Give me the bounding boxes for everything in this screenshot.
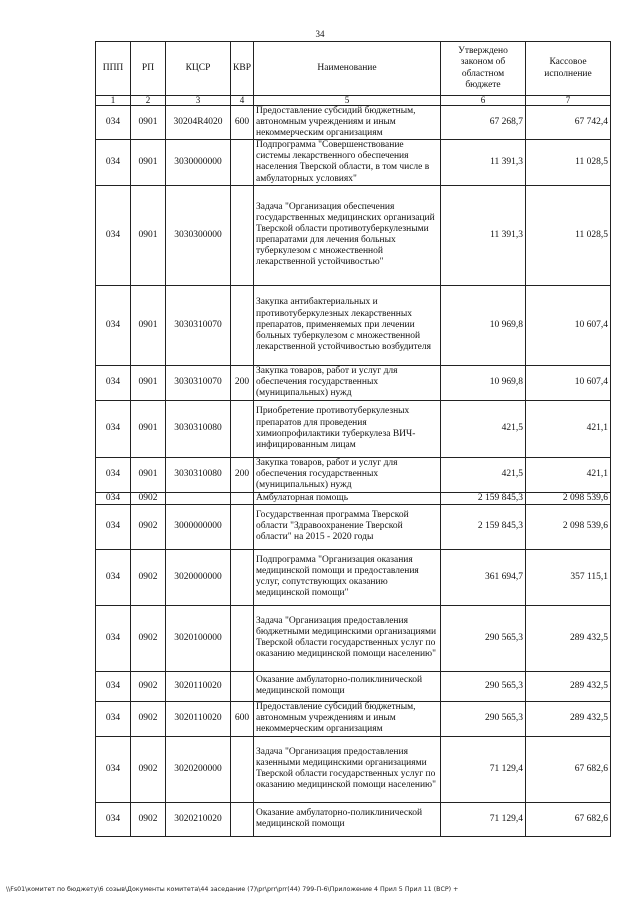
cell-kvr: 200 bbox=[231, 365, 254, 400]
cell-ppp: 034 bbox=[96, 492, 131, 504]
cell-executed: 421,1 bbox=[526, 457, 611, 492]
cell-ppp: 034 bbox=[96, 549, 131, 605]
cell-kcsr: 3020000000 bbox=[166, 549, 231, 605]
cell-kcsr: 3030310070 bbox=[166, 365, 231, 400]
cell-name: Задача "Организация обеспечения государственных медицинских организаций Тверской области противотуберкулезными препаратами для лечения больных туберкулезом с множественной лекарственной устойчивостью" bbox=[254, 185, 441, 285]
cell-kcsr: 3020210020 bbox=[166, 802, 231, 836]
cell-ppp: 034 bbox=[96, 140, 131, 185]
header-ppp: ППП bbox=[96, 42, 131, 96]
cell-executed: 421,1 bbox=[526, 400, 611, 457]
cell-rp: 0902 bbox=[131, 504, 166, 549]
cell-approved: 290 565,3 bbox=[441, 605, 526, 671]
cell-approved: 11 391,3 bbox=[441, 185, 526, 285]
cell-rp: 0901 bbox=[131, 400, 166, 457]
cell-rp: 0902 bbox=[131, 701, 166, 736]
table-row bbox=[96, 492, 611, 504]
cell-name: Оказание амбулаторно-поликлинической медицинской помощи bbox=[254, 671, 441, 701]
cell-name: Задача "Организация предоставления бюджетными медицинскими организациями Тверской области государственных услуг по оказанию медицинской помощи населению" bbox=[254, 605, 441, 671]
cell-ppp: 034 bbox=[96, 605, 131, 671]
cell-rp: 0901 bbox=[131, 457, 166, 492]
table-row bbox=[96, 701, 611, 736]
cell-name: Подпрограмма "Организация оказания медицинской помощи и предоставления услуг, сопутствующих оказанию медицинской помощи" bbox=[254, 549, 441, 605]
cell-name: Закупка антибактериальных и противотуберкулезных лекарственных препаратов, применяемых при лечении больных туберкулезом с множественной лекарственной устойчивостью возбудителя bbox=[254, 285, 441, 365]
cell-ppp: 034 bbox=[96, 671, 131, 701]
table-row bbox=[96, 802, 611, 836]
table-row bbox=[96, 285, 611, 365]
budget-table bbox=[95, 41, 611, 837]
table-row bbox=[96, 365, 611, 400]
cell-approved: 10 969,8 bbox=[441, 285, 526, 365]
cell-kvr bbox=[231, 185, 254, 285]
cell-ppp: 034 bbox=[96, 504, 131, 549]
cell-kvr bbox=[231, 140, 254, 185]
cell-executed: 2 098 539,6 bbox=[526, 504, 611, 549]
cell-name: Предоставление субсидий бюджетным, автономным учреждениям и иным некоммерческим организациям bbox=[254, 106, 441, 140]
cell-kvr: 600 bbox=[231, 701, 254, 736]
page-number: 34 bbox=[315, 29, 325, 39]
cell-ppp: 034 bbox=[96, 802, 131, 836]
cell-rp: 0901 bbox=[131, 185, 166, 285]
cell-kvr bbox=[231, 285, 254, 365]
cell-executed: 10 607,4 bbox=[526, 365, 611, 400]
cell-rp: 0901 bbox=[131, 140, 166, 185]
table-row bbox=[96, 736, 611, 802]
cell-name: Оказание амбулаторно-поликлинической медицинской помощи bbox=[254, 802, 441, 836]
cell-name: Амбулаторная помощь bbox=[254, 492, 441, 504]
cell-name: Закупка товаров, работ и услуг для обеспечения государственных (муниципальных) нужд bbox=[254, 457, 441, 492]
cell-name: Закупка товаров, работ и услуг для обеспечения государственных (муниципальных) нужд bbox=[254, 365, 441, 400]
cell-ppp: 034 bbox=[96, 285, 131, 365]
table-row bbox=[96, 671, 611, 701]
cell-approved: 10 969,8 bbox=[441, 365, 526, 400]
header-kvr: КВР bbox=[231, 42, 254, 96]
cell-rp: 0902 bbox=[131, 605, 166, 671]
header-executed: Кассовое исполнение bbox=[526, 42, 611, 96]
column-number: 1 bbox=[96, 96, 131, 106]
cell-kcsr: 3020110020 bbox=[166, 671, 231, 701]
cell-executed: 289 432,5 bbox=[526, 701, 611, 736]
column-number: 3 bbox=[166, 96, 231, 106]
cell-ppp: 034 bbox=[96, 736, 131, 802]
column-number: 7 bbox=[526, 96, 611, 106]
table-header-row bbox=[96, 42, 611, 96]
cell-name: Задача "Организация предоставления казенными медицинскими организациями Тверской области государственных услуг по оказанию медицинской помощи населению" bbox=[254, 736, 441, 802]
cell-kvr bbox=[231, 605, 254, 671]
cell-kvr bbox=[231, 802, 254, 836]
header-name: Наименование bbox=[254, 42, 441, 96]
cell-approved: 290 565,3 bbox=[441, 701, 526, 736]
cell-kcsr: 3030000000 bbox=[166, 140, 231, 185]
cell-kcsr: 3000000000 bbox=[166, 504, 231, 549]
cell-approved: 2 159 845,3 bbox=[441, 492, 526, 504]
cell-kvr: 200 bbox=[231, 457, 254, 492]
cell-kvr bbox=[231, 671, 254, 701]
cell-approved: 71 129,4 bbox=[441, 802, 526, 836]
cell-kcsr: 3030310080 bbox=[166, 457, 231, 492]
cell-kvr bbox=[231, 736, 254, 802]
cell-rp: 0902 bbox=[131, 802, 166, 836]
cell-kvr: 600 bbox=[231, 106, 254, 140]
cell-executed: 2 098 539,6 bbox=[526, 492, 611, 504]
cell-executed: 289 432,5 bbox=[526, 605, 611, 671]
cell-approved: 421,5 bbox=[441, 457, 526, 492]
cell-rp: 0901 bbox=[131, 365, 166, 400]
cell-ppp: 034 bbox=[96, 185, 131, 285]
table-row bbox=[96, 106, 611, 140]
cell-executed: 67 742,4 bbox=[526, 106, 611, 140]
cell-name: Приобретение противотуберкулезных препаратов для проведения химиопрофилактики туберкулеза ВИЧ-инфицированным лицам bbox=[254, 400, 441, 457]
cell-ppp: 034 bbox=[96, 365, 131, 400]
column-number: 5 bbox=[254, 96, 441, 106]
table-row bbox=[96, 457, 611, 492]
cell-rp: 0901 bbox=[131, 285, 166, 365]
header-rp: РП bbox=[131, 42, 166, 96]
cell-kcsr: 3030310080 bbox=[166, 400, 231, 457]
cell-kcsr bbox=[166, 492, 231, 504]
column-number: 2 bbox=[131, 96, 166, 106]
cell-name: Подпрограмма "Совершенствование системы лекарственного обеспечения населения Тверской области, в том числе в амбулаторных условиях" bbox=[254, 140, 441, 185]
table-row bbox=[96, 400, 611, 457]
cell-executed: 11 028,5 bbox=[526, 140, 611, 185]
cell-approved: 361 694,7 bbox=[441, 549, 526, 605]
cell-approved: 421,5 bbox=[441, 400, 526, 457]
column-number: 4 bbox=[231, 96, 254, 106]
cell-approved: 2 159 845,3 bbox=[441, 504, 526, 549]
cell-approved: 11 391,3 bbox=[441, 140, 526, 185]
cell-kvr bbox=[231, 400, 254, 457]
cell-ppp: 034 bbox=[96, 701, 131, 736]
cell-kcsr: 3020200000 bbox=[166, 736, 231, 802]
cell-rp: 0902 bbox=[131, 492, 166, 504]
cell-rp: 0902 bbox=[131, 671, 166, 701]
cell-approved: 71 129,4 bbox=[441, 736, 526, 802]
cell-executed: 357 115,1 bbox=[526, 549, 611, 605]
cell-executed: 10 607,4 bbox=[526, 285, 611, 365]
footer-file-path: \\Fs01\комитет по бюджету\6 созыв\Документы комитета\44 заседание (7)\pr\prr\prr(44) 799-П-6\Приложение 4 Прил 5 Прил 11 (ВСР) + bbox=[6, 886, 459, 893]
cell-kvr bbox=[231, 504, 254, 549]
table-body bbox=[96, 106, 611, 837]
table-row bbox=[96, 549, 611, 605]
column-number: 6 bbox=[441, 96, 526, 106]
cell-kcsr: 3030310070 bbox=[166, 285, 231, 365]
cell-rp: 0902 bbox=[131, 736, 166, 802]
header-kcsr: КЦСР bbox=[166, 42, 231, 96]
cell-executed: 11 028,5 bbox=[526, 185, 611, 285]
table-row bbox=[96, 605, 611, 671]
header-approved: Утверждено законом об областном бюджете bbox=[441, 42, 526, 96]
cell-kcsr: 3020110020 bbox=[166, 701, 231, 736]
cell-rp: 0901 bbox=[131, 106, 166, 140]
cell-ppp: 034 bbox=[96, 106, 131, 140]
cell-kcsr: 3020100000 bbox=[166, 605, 231, 671]
table-row bbox=[96, 185, 611, 285]
cell-kcsr: 3030300000 bbox=[166, 185, 231, 285]
cell-executed: 67 682,6 bbox=[526, 736, 611, 802]
cell-kcsr: 30204R4020 bbox=[166, 106, 231, 140]
cell-ppp: 034 bbox=[96, 400, 131, 457]
cell-kvr bbox=[231, 492, 254, 504]
cell-kvr bbox=[231, 549, 254, 605]
cell-approved: 67 268,7 bbox=[441, 106, 526, 140]
table-row bbox=[96, 140, 611, 185]
cell-name: Государственная программа Тверской области "Здравоохранение Тверской области" на 2015 - 2020 годы bbox=[254, 504, 441, 549]
column-number-row bbox=[96, 96, 611, 106]
cell-rp: 0902 bbox=[131, 549, 166, 605]
cell-ppp: 034 bbox=[96, 457, 131, 492]
cell-executed: 289 432,5 bbox=[526, 671, 611, 701]
cell-approved: 290 565,3 bbox=[441, 671, 526, 701]
cell-executed: 67 682,6 bbox=[526, 802, 611, 836]
table-row bbox=[96, 504, 611, 549]
cell-name: Предоставление субсидий бюджетным, автономным учреждениям и иным некоммерческим организациям bbox=[254, 701, 441, 736]
